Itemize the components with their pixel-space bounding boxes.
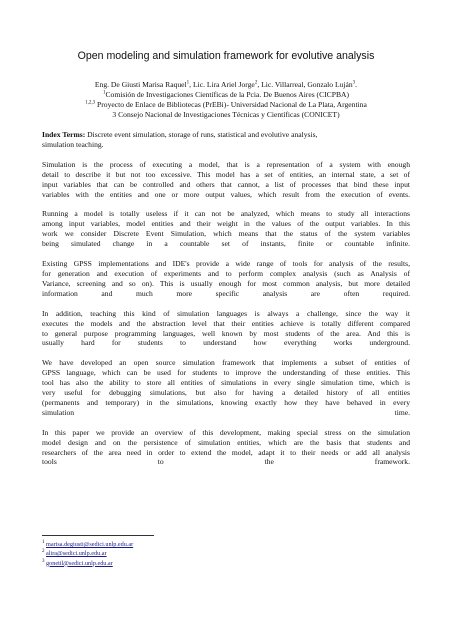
affiliation-1 [20, 90, 432, 100]
author-2: , Lic. Lira Ariel Jorge [189, 80, 255, 89]
footnote-divider [42, 535, 154, 536]
affiliation-2-sup: 1,2,3 [85, 100, 96, 106]
paragraph-4-line-4: usually hard for students to understand how everything works underground. [42, 338, 410, 348]
paragraph-3-line-2: for generation and execution of experiments and to perform complex analysis (such as Analysis of [42, 268, 410, 278]
paragraph-6-line-1: In this paper we provide an overview of this development, making special stress on the simulation [42, 427, 410, 437]
author-2-sup: 2 [254, 80, 258, 86]
index-terms [42, 130, 410, 150]
footnotes [42, 540, 133, 568]
paragraph-3-line-3: Variance, screening and so on). This is usually enough for most common analysis, but more detailed [42, 278, 410, 288]
paragraph-1 [42, 160, 410, 200]
paragraph-6-line-2: model design and on the persistence of simulation entities, which are the basis that students and [42, 437, 410, 447]
author-1-sup: 1 [186, 80, 190, 86]
footnote-2-mark: 2 [42, 549, 45, 555]
footnote-2-email-link[interactable]: alira@sedici.unlp.edu.ar [46, 550, 107, 558]
footnote-1-email-link[interactable]: marisa.degiusti@sedici.unlp.edu.ar [46, 541, 134, 548]
paragraph-2 [42, 209, 410, 249]
affiliation-1-sup: 1 [102, 90, 106, 96]
author-line [20, 80, 432, 90]
affiliation-3: 3 Consejo Nacional de Investigaciones Técnicas y Científicas (CONICET) [112, 110, 340, 119]
paragraph-5-line-5: (permanents and temporary) in the simulations, knowing exactly how they have behaved in every [42, 397, 410, 407]
author-line-end: . [355, 80, 358, 89]
index-terms-line-1 [42, 130, 410, 140]
paragraph-5-line-6: simulation time. [42, 407, 410, 417]
paragraph-1-line-3: input variables that can be controlled and others that cannot, a list of processes that bind these input [42, 179, 410, 189]
paper-title: Open modeling and simulation framework for evolutive analysis [77, 50, 375, 62]
footnote-3 [42, 559, 133, 568]
paragraph-2-line-4: being simulated change in a countable set of instants, finite or countable infinite. [42, 239, 410, 249]
author-3: , Lic. Villarreal, Gonzalo Luján [257, 80, 353, 89]
index-terms-label: Index Terms: [42, 130, 86, 139]
footnote-3-mark: 3 [42, 558, 45, 564]
index-terms-text-1: Discrete event simulation, storage of runs, statistical and evolutive analysis, [85, 130, 318, 139]
paragraph-5-line-4: very useful for debugging simulations, but also for having a detailed history of all entities [42, 388, 410, 398]
affiliation-1-text: Comisión de Investigaciones Científicas de la Pcia. De Buenos Aires (CICPBA) [105, 90, 350, 99]
affiliation-2 [20, 100, 432, 110]
paragraph-5 [42, 358, 410, 417]
paragraph-6-line-3: researchers of the area need in order to extend the model, adapt it to their needs or add all analysis [42, 447, 410, 457]
paragraph-3-line-1: Existing GPSS implementations and IDE's provide a wide range of tools for analysis of the results, [42, 259, 410, 269]
paragraph-1-line-1: Simulation is the process of executing a model, that is a representation of a system with enough [42, 159, 410, 169]
paragraph-3-line-4: information and much more specific analysis are often required. [42, 288, 410, 298]
author-1: Eng. De Giusti Marisa Raquel [94, 80, 187, 89]
paragraph-4-line-2: executes the models and the abstraction level that their entities achieve is totally different compared [42, 318, 410, 328]
footnote-2 [42, 549, 133, 558]
paragraph-5-line-1: We have developed an open source simulation framework that implements a subset of entities of [42, 358, 410, 368]
author-block [20, 80, 432, 120]
paragraph-6 [42, 428, 410, 468]
paragraph-5-line-2: GPSS language, which can be used for students to improve the understanding of these entities. This [42, 368, 410, 378]
paper-body [42, 130, 410, 477]
paragraph-1-line-4: variables with the entities and one or more output values, which result from the execution of events. [42, 189, 410, 199]
footnote-1-mark: 1 [42, 539, 45, 545]
paragraph-2-line-2: among input variables, model entities and their weight in the values of the output variables. In this [42, 219, 410, 229]
paragraph-5-line-3: tool has also the ability to store all entities of simulations in every single simulation time, which is [42, 378, 410, 388]
footnote-3-email-link[interactable]: gonetil@sedici.unlp.edu.ar [46, 559, 113, 567]
affiliation-2-text: Proyecto de Enlace de Bibliotecas (PrEBi)- Universidad Nacional de La Plata, Argentina [95, 100, 367, 109]
paragraph-1-line-2: detail to describe it but not too excessive. This model has a set of entities, an internal state, a set of [42, 169, 410, 179]
paragraph-4 [42, 309, 410, 349]
paragraph-4-line-3: to general purpose programming languages, well known by most students of the area. And this is [42, 328, 410, 338]
paragraph-6-line-4: tools to the framework. [42, 457, 410, 467]
paragraph-3 [42, 259, 410, 299]
paragraph-4-line-1: In addition, teaching this kind of simulation languages is always a challenge, since the way it [42, 308, 410, 318]
index-terms-line-2: simulation teaching. [42, 139, 104, 149]
author-3-sup: 3 [352, 80, 356, 86]
paragraph-2-line-3: work we consider Discrete Event Simulation, which means that the status of the system variables [42, 229, 410, 239]
paragraph-2-line-1: Running a model is totally useless if it can not be analyzed, which means to study all interactions [42, 209, 410, 219]
footnote-1 [42, 540, 133, 549]
